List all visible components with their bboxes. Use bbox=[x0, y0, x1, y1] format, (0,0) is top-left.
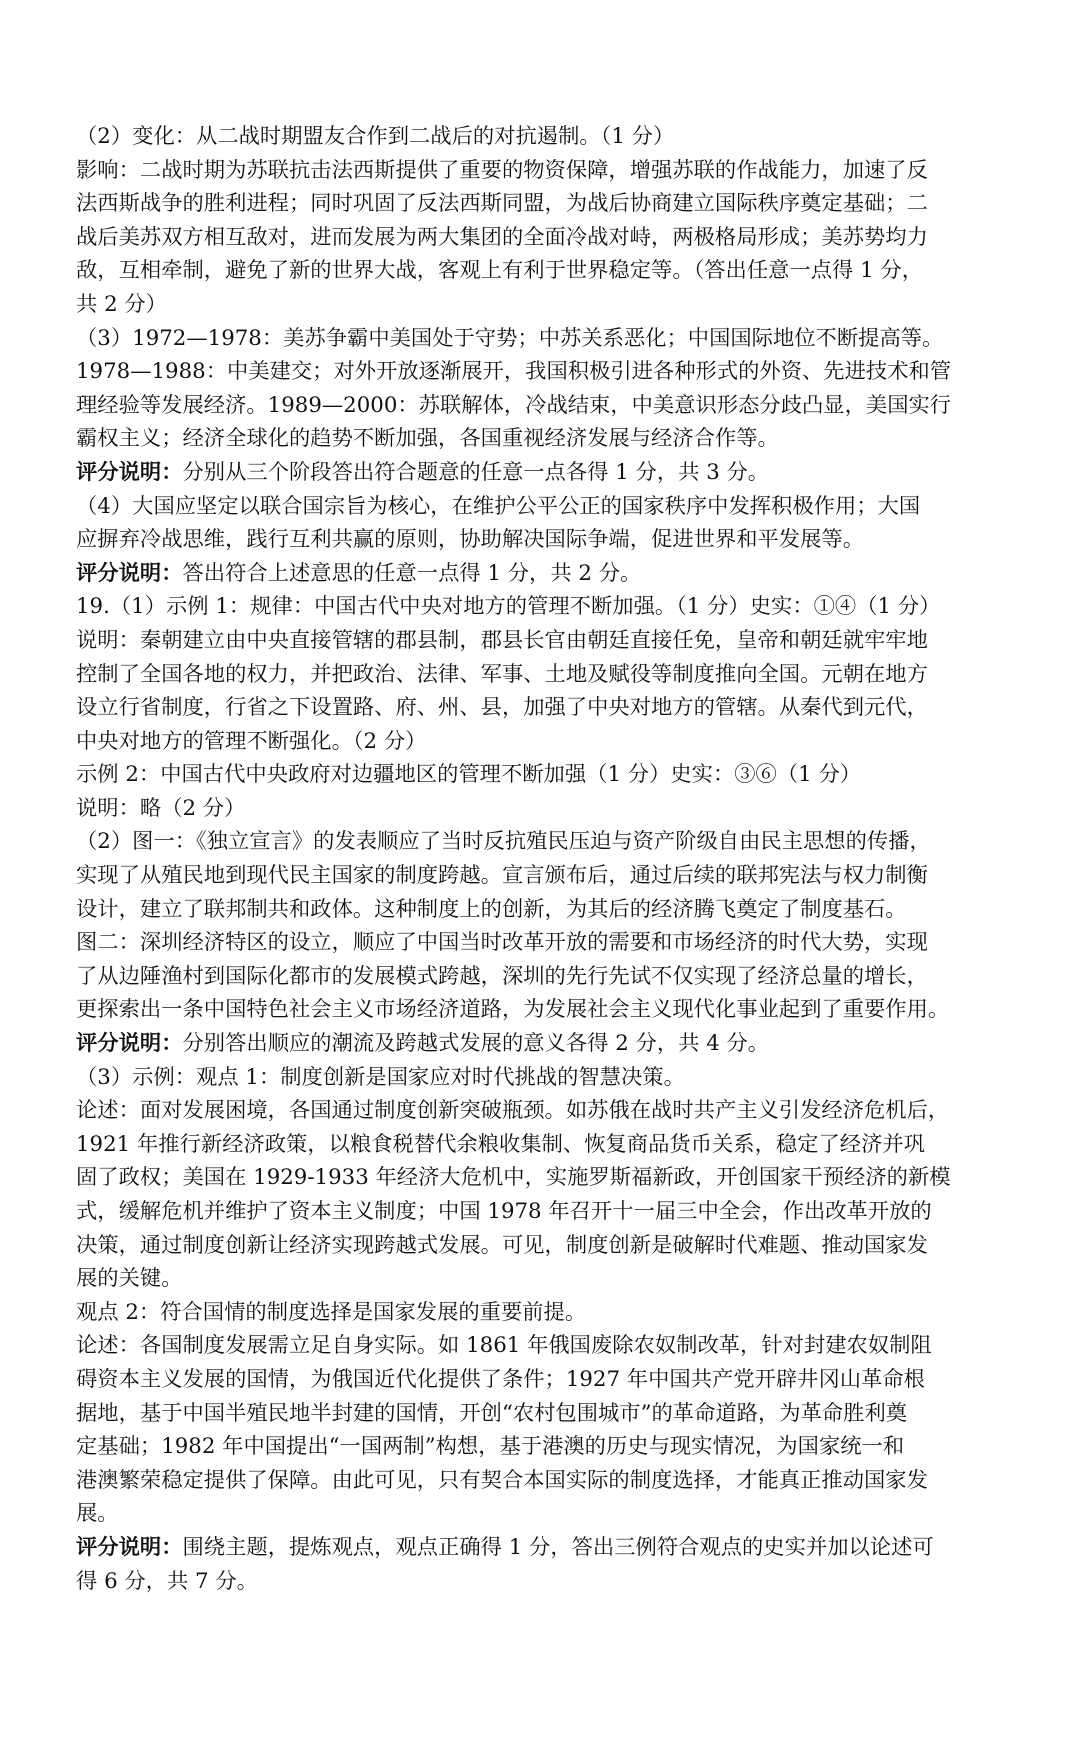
text-line bbox=[76, 1497, 1006, 1531]
answer-paragraph bbox=[76, 926, 1006, 1027]
text-line bbox=[76, 1397, 1006, 1431]
line-text: 图二：深圳经济特区的设立，顺应了中国当时改革开放的需要和市场经济的时代大势，实现 bbox=[76, 930, 928, 956]
line-text: 说明：秦朝建立由中央直接管辖的郡县制，郡县长官由朝廷直接任免，皇帝和朝廷就牢牢地 bbox=[76, 627, 928, 653]
text-line bbox=[76, 456, 1006, 490]
text-line bbox=[76, 422, 1006, 456]
text-line bbox=[76, 691, 1006, 725]
line-text: 应摒弃冷战思维，践行互利共赢的原则，协助解决国际争端，促进世界和平发展等。 bbox=[76, 527, 864, 553]
text-line bbox=[76, 825, 1006, 859]
text-line bbox=[76, 1094, 1006, 1128]
text-line bbox=[76, 288, 1006, 322]
line-text: 法西斯战争的胜利进程；同时巩固了反法西斯同盟，为战后协商建立国际秩序奠定基础；二 bbox=[76, 191, 928, 217]
text-line bbox=[76, 1296, 1006, 1330]
scoring-note bbox=[76, 1027, 1006, 1061]
text-line bbox=[76, 1329, 1006, 1363]
line-text: （4）大国应坚定以联合国宗旨为核心，在维护公平公正的国家秩序中发挥积极作用；大国 bbox=[76, 493, 921, 519]
text-line bbox=[76, 1161, 1006, 1195]
text-line bbox=[76, 1464, 1006, 1498]
text-line bbox=[76, 1430, 1006, 1464]
line-text: 理经验等发展经济。1989—2000：苏联解体，冷战结束，中美意识形态分歧凸显，美国实行 bbox=[76, 392, 952, 418]
text-line bbox=[76, 1363, 1006, 1397]
answer-document bbox=[76, 120, 1006, 1598]
answer-paragraph bbox=[76, 792, 1006, 826]
text-line bbox=[76, 187, 1006, 221]
text-line bbox=[76, 658, 1006, 692]
scoring-note-label: 评分说明： bbox=[76, 1031, 183, 1057]
text-line bbox=[76, 154, 1006, 188]
line-text: 答出符合上述意思的任意一点得 1 分，共 2 分。 bbox=[182, 560, 642, 586]
text-line bbox=[76, 590, 1006, 624]
line-text: 中央对地方的管理不断强化。（2 分） bbox=[76, 728, 427, 754]
text-line bbox=[76, 120, 1006, 154]
line-text: 了从边陲渔村到国际化都市的发展模式跨越，深圳的先行先试不仅实现了经济总量的增长， bbox=[76, 963, 928, 989]
text-line bbox=[76, 960, 1006, 994]
line-text: （2）变化：从二战时期盟友合作到二战后的对抗遏制。（1 分） bbox=[76, 124, 675, 149]
text-line bbox=[76, 893, 1006, 927]
line-text: 分别从三个阶段答出符合题意的任意一点各得 1 分，共 3 分。 bbox=[182, 459, 770, 485]
line-text: 碍资本主义发展的国情，为俄国近代化提供了条件；1927 年中国共产党开辟井冈山革命根 bbox=[76, 1366, 925, 1392]
line-text: 霸权主义；经济全球化的趋势不断加强，各国重视经济发展与经济合作等。 bbox=[76, 426, 779, 452]
text-line bbox=[76, 1195, 1006, 1229]
line-text: 分别答出顺应的潮流及跨越式发展的意义各得 2 分，共 4 分。 bbox=[182, 1031, 770, 1057]
text-line bbox=[76, 1061, 1006, 1095]
text-line bbox=[76, 1229, 1006, 1263]
answer-paragraph bbox=[76, 120, 1006, 154]
line-text: 论述：面对发展困境，各国通过制度创新突破瓶颈。如苏俄在战时共产主义引发经济危机后， bbox=[76, 1098, 950, 1124]
line-text: 展。 bbox=[76, 1501, 119, 1527]
text-line bbox=[76, 993, 1006, 1027]
text-line bbox=[76, 1027, 1006, 1061]
text-line bbox=[76, 221, 1006, 255]
line-text: （2）图一：《独立宣言》的发表顺应了当时反抗殖民压迫与资产阶级自由民主思想的传播， bbox=[76, 829, 931, 855]
line-text: 展的关键。 bbox=[76, 1266, 183, 1292]
text-line bbox=[76, 624, 1006, 658]
line-text: 论述：各国制度发展需立足自身实际。如 1861 年俄国废除农奴制改革，针对封建农奴制阻 bbox=[76, 1333, 932, 1359]
line-text: 19.（1）示例 1：规律：中国古代中央对地方的管理不断加强。（1 分）史实：①④（1 分） bbox=[76, 594, 941, 620]
answer-paragraph bbox=[76, 1329, 1006, 1531]
line-text: 实现了从殖民地到现代民主国家的制度跨越。宣言颁布后，通过后续的联邦宪法与权力制衡 bbox=[76, 863, 928, 889]
text-line bbox=[76, 355, 1006, 389]
scoring-note-label: 评分说明： bbox=[76, 459, 183, 485]
scoring-note-label: 评分说明： bbox=[76, 560, 183, 586]
line-text: 更探索出一条中国特色社会主义市场经济道路，为发展社会主义现代化事业起到了重要作用。 bbox=[76, 997, 950, 1023]
line-text: 示例 2：中国古代中央政府对边疆地区的管理不断加强（1 分）史实：③⑥（1 分） bbox=[76, 762, 862, 788]
answer-paragraph bbox=[76, 1296, 1006, 1330]
answer-paragraph bbox=[76, 624, 1006, 758]
line-text: 固了政权；美国在 1929-1933 年经济大危机中，实施罗斯福新政，开创国家干预经济的新模 bbox=[76, 1165, 951, 1191]
line-text: 战后美苏双方相互敌对，进而发展为两大集团的全面冷战对峙，两极格局形成；美苏势均力 bbox=[76, 224, 928, 250]
line-text: （3）1972—1978：美苏争霸中美国处于守势；中苏关系恶化；中国国际地位不断提高等。 bbox=[76, 325, 944, 351]
line-text: 影响：二战时期为苏联抗击法西斯提供了重要的物资保障，增强苏联的作战能力，加速了反 bbox=[76, 157, 928, 183]
line-text: 设计，建立了联邦制共和政体。这种制度上的创新，为其后的经济腾飞奠定了制度基石。 bbox=[76, 896, 907, 922]
answer-paragraph bbox=[76, 758, 1006, 792]
answer-paragraph bbox=[76, 590, 1006, 624]
text-line bbox=[76, 926, 1006, 960]
text-line bbox=[76, 859, 1006, 893]
line-text: 共 2 分） bbox=[76, 291, 167, 317]
line-text: 据地，基于中国半殖民地半封建的国情，开创“农村包围城市”的革命道路，为革命胜利奠 bbox=[76, 1400, 908, 1426]
answer-paragraph bbox=[76, 1061, 1006, 1095]
line-text: 说明：略（2 分） bbox=[76, 795, 246, 821]
text-line bbox=[76, 1531, 1006, 1565]
text-line bbox=[76, 523, 1006, 557]
text-line bbox=[76, 1565, 1006, 1599]
text-line bbox=[76, 1128, 1006, 1162]
answer-paragraph bbox=[76, 490, 1006, 557]
text-line bbox=[76, 557, 1006, 591]
scoring-note bbox=[76, 1531, 1006, 1598]
line-text: 敌，互相牵制，避免了新的世界大战，客观上有利于世界稳定等。（答出任意一点得 1 分， bbox=[76, 258, 924, 284]
line-text: （3）示例：观点 1：制度创新是国家应对时代挑战的智慧决策。 bbox=[76, 1064, 685, 1090]
text-line bbox=[76, 1262, 1006, 1296]
answer-paragraph bbox=[76, 825, 1006, 926]
line-text: 设立行省制度，行省之下设置路、府、州、县，加强了中央对地方的管辖。从秦代到元代， bbox=[76, 695, 928, 721]
line-text: 决策，通过制度创新让经济实现跨越式发展。可见，制度创新是破解时代难题、推动国家发 bbox=[76, 1232, 928, 1258]
scoring-note-label: 评分说明： bbox=[76, 1534, 183, 1560]
text-line bbox=[76, 792, 1006, 826]
line-text: 式，缓解危机并维护了资本主义制度；中国 1978 年召开十一届三中全会，作出改革开放的 bbox=[76, 1199, 932, 1224]
scoring-note bbox=[76, 456, 1006, 490]
line-text: 定基础；1982 年中国提出“一国两制”构想，基于港澳的历史与现实情况，为国家统一和 bbox=[76, 1434, 905, 1460]
text-line bbox=[76, 254, 1006, 288]
text-line bbox=[76, 322, 1006, 356]
text-line bbox=[76, 758, 1006, 792]
line-text: 观点 2：符合国情的制度选择是国家发展的重要前提。 bbox=[76, 1299, 587, 1325]
answer-paragraph bbox=[76, 1094, 1006, 1296]
text-line bbox=[76, 725, 1006, 759]
line-text: 控制了全国各地的权力，并把政治、法律、军事、土地及赋役等制度推向全国。元朝在地方 bbox=[76, 661, 928, 687]
answer-paragraph bbox=[76, 154, 1006, 322]
line-text: 1978—1988：中美建交；对外开放逐渐展开，我国积极引进各种形式的外资、先进技术和管 bbox=[76, 359, 952, 385]
scoring-note bbox=[76, 557, 1006, 591]
text-line bbox=[76, 389, 1006, 423]
line-text: 1921 年推行新经济政策，以粮食税替代余粮收集制、恢复商品货币关系，稳定了经济并巩 bbox=[76, 1131, 925, 1157]
line-text: 港澳繁荣稳定提供了保障。由此可见，只有契合本国实际的制度选择，才能真正推动国家发 bbox=[76, 1467, 928, 1493]
text-line bbox=[76, 490, 1006, 524]
line-text: 得 6 分，共 7 分。 bbox=[76, 1568, 258, 1594]
answer-paragraph bbox=[76, 322, 1006, 456]
line-text: 围绕主题，提炼观点，观点正确得 1 分，答出三例符合观点的史实并加以论述可 bbox=[182, 1534, 934, 1560]
